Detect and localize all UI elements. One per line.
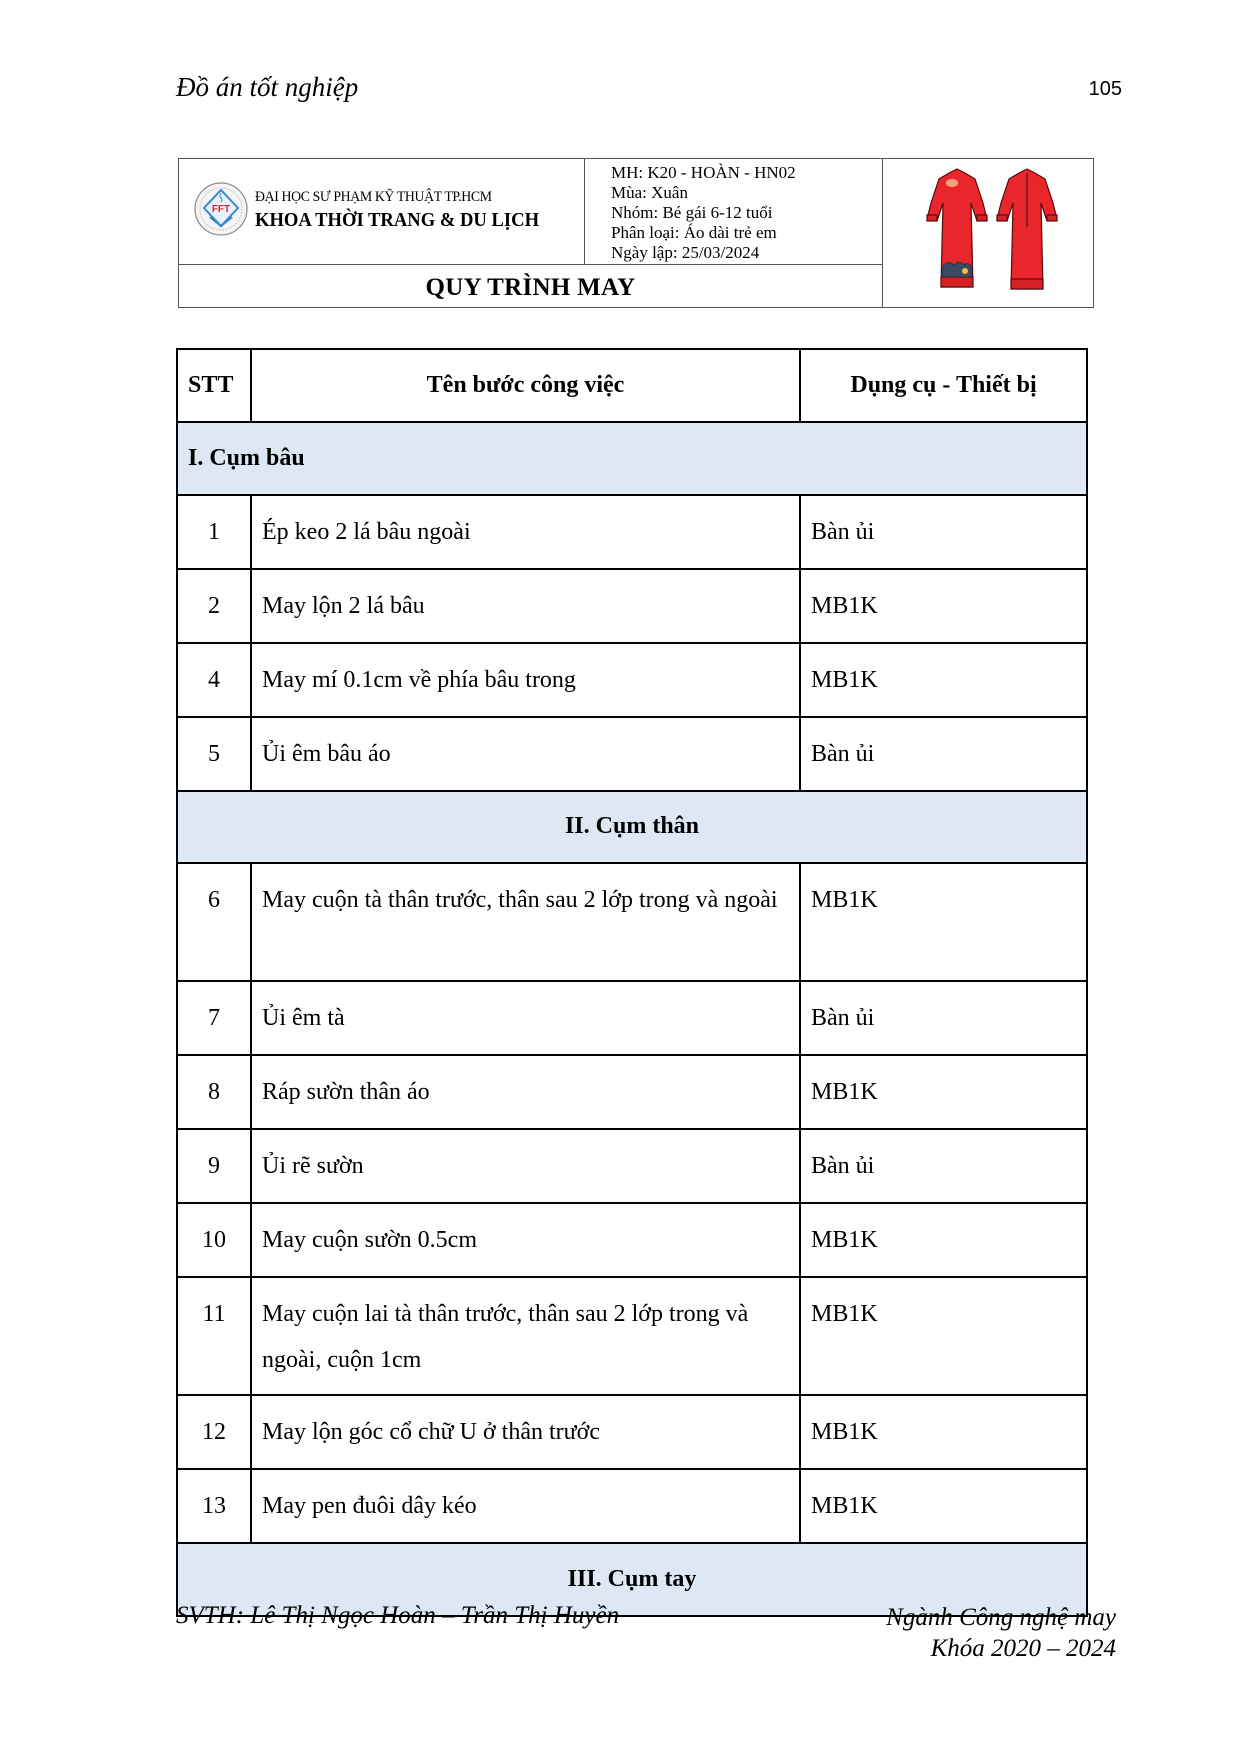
footer-course: Khóa 2020 – 2024 [930,1635,1116,1662]
fft-logo-icon [193,181,249,237]
meta-group: Nhóm: Bé gái 6-12 tuổi [611,203,773,222]
faculty-name: KHOA THỜI TRANG & DU LỊCH [255,209,540,231]
page-header [176,72,1122,112]
table-row [177,1055,1087,1129]
info-header-box [178,158,1094,308]
meta-category: Phân loại: Áo dài trẻ em [611,223,777,242]
page-number: 105 [1088,78,1122,100]
table-row [177,1203,1087,1277]
institution-text [255,189,560,232]
row-step: May cuộn lai tà thân trước, thân sau 2 lớp trong và ngoài, cuộn 1cm [251,1277,800,1395]
row-stt: 7 [177,981,251,1055]
row-step: May lộn góc cổ chữ U ở thân trước [251,1395,800,1469]
row-stt: 1 [177,495,251,569]
table-row [177,643,1087,717]
header-stt: STT [177,349,251,422]
section-title: III. Cụm tay [177,1543,1087,1616]
row-stt: 8 [177,1055,251,1129]
table-row [177,717,1087,791]
institution-cell [179,159,585,265]
table-row [177,1277,1087,1395]
row-tool: MB1K [800,1203,1087,1277]
meta-season: Mùa: Xuân [611,183,688,202]
meta-date: Ngày lập: 25/03/2024 [611,243,760,262]
row-step: Ủi rẽ sườn [251,1129,800,1203]
ao-dai-sketch-icon [883,159,1093,307]
sewing-process-table [176,348,1088,1617]
row-stt: 11 [177,1277,251,1395]
table-row [177,981,1087,1055]
footer-authors: SVTH: Lê Thị Ngọc Hoàn – Trần Thị Huyền [176,1602,620,1629]
row-step: May cuộn tà thân trước, thân sau 2 lớp trong và ngoài [251,863,800,981]
row-stt: 12 [177,1395,251,1469]
row-stt: 4 [177,643,251,717]
row-stt: 2 [177,569,251,643]
footer-major: Ngành Công nghệ may [886,1604,1116,1631]
garment-sketch [883,159,1093,307]
row-stt: 13 [177,1469,251,1543]
row-step: May mí 0.1cm về phía bâu trong [251,643,800,717]
row-step: May lộn 2 lá bâu [251,569,800,643]
table-row [177,1395,1087,1469]
row-tool: Bàn ủi [800,495,1087,569]
section-row-body [177,791,1087,864]
row-stt: 5 [177,717,251,791]
row-tool: MB1K [800,1395,1087,1469]
row-stt: 6 [177,863,251,981]
row-stt: 9 [177,1129,251,1203]
section-row-collar [177,422,1087,495]
meta-code: MH: K20 - HOÀN - HN02 [611,163,796,182]
row-tool: MB1K [800,1055,1087,1129]
row-step: Ủi êm tà [251,981,800,1055]
table-row [177,569,1087,643]
row-tool: MB1K [800,1469,1087,1543]
process-title: QUY TRÌNH MAY [179,265,883,307]
row-tool: Bàn ủi [800,981,1087,1055]
header-tools: Dụng cụ - Thiết bị [800,349,1087,422]
footer-program [886,1602,1116,1664]
university-name: ĐẠI HỌC SƯ PHẠM KỸ THUẬT TP.HCM [255,189,492,205]
table-row [177,1129,1087,1203]
row-tool: MB1K [800,863,1087,981]
row-stt: 10 [177,1203,251,1277]
section-title: I. Cụm bâu [177,422,1087,495]
header-step-name: Tên bước công việc [251,349,800,422]
document-title: Đồ án tốt nghiệp [176,72,359,102]
row-step: Ép keo 2 lá bâu ngoài [251,495,800,569]
row-tool: Bàn ủi [800,1129,1087,1203]
row-step: May pen đuôi dây kéo [251,1469,800,1543]
section-title: II. Cụm thân [177,791,1087,864]
row-step: May cuộn sườn 0.5cm [251,1203,800,1277]
row-tool: MB1K [800,569,1087,643]
svg-text:FFT: FFT [211,204,231,215]
table-row [177,1469,1087,1543]
table-row [177,863,1087,981]
row-step: Ráp sườn thân áo [251,1055,800,1129]
table-row [177,495,1087,569]
table-header-row [177,349,1087,422]
row-step: Ủi êm bâu áo [251,717,800,791]
row-tool: MB1K [800,1277,1087,1395]
row-tool: MB1K [800,643,1087,717]
row-tool: Bàn ủi [800,717,1087,791]
product-meta-cell [585,159,883,265]
